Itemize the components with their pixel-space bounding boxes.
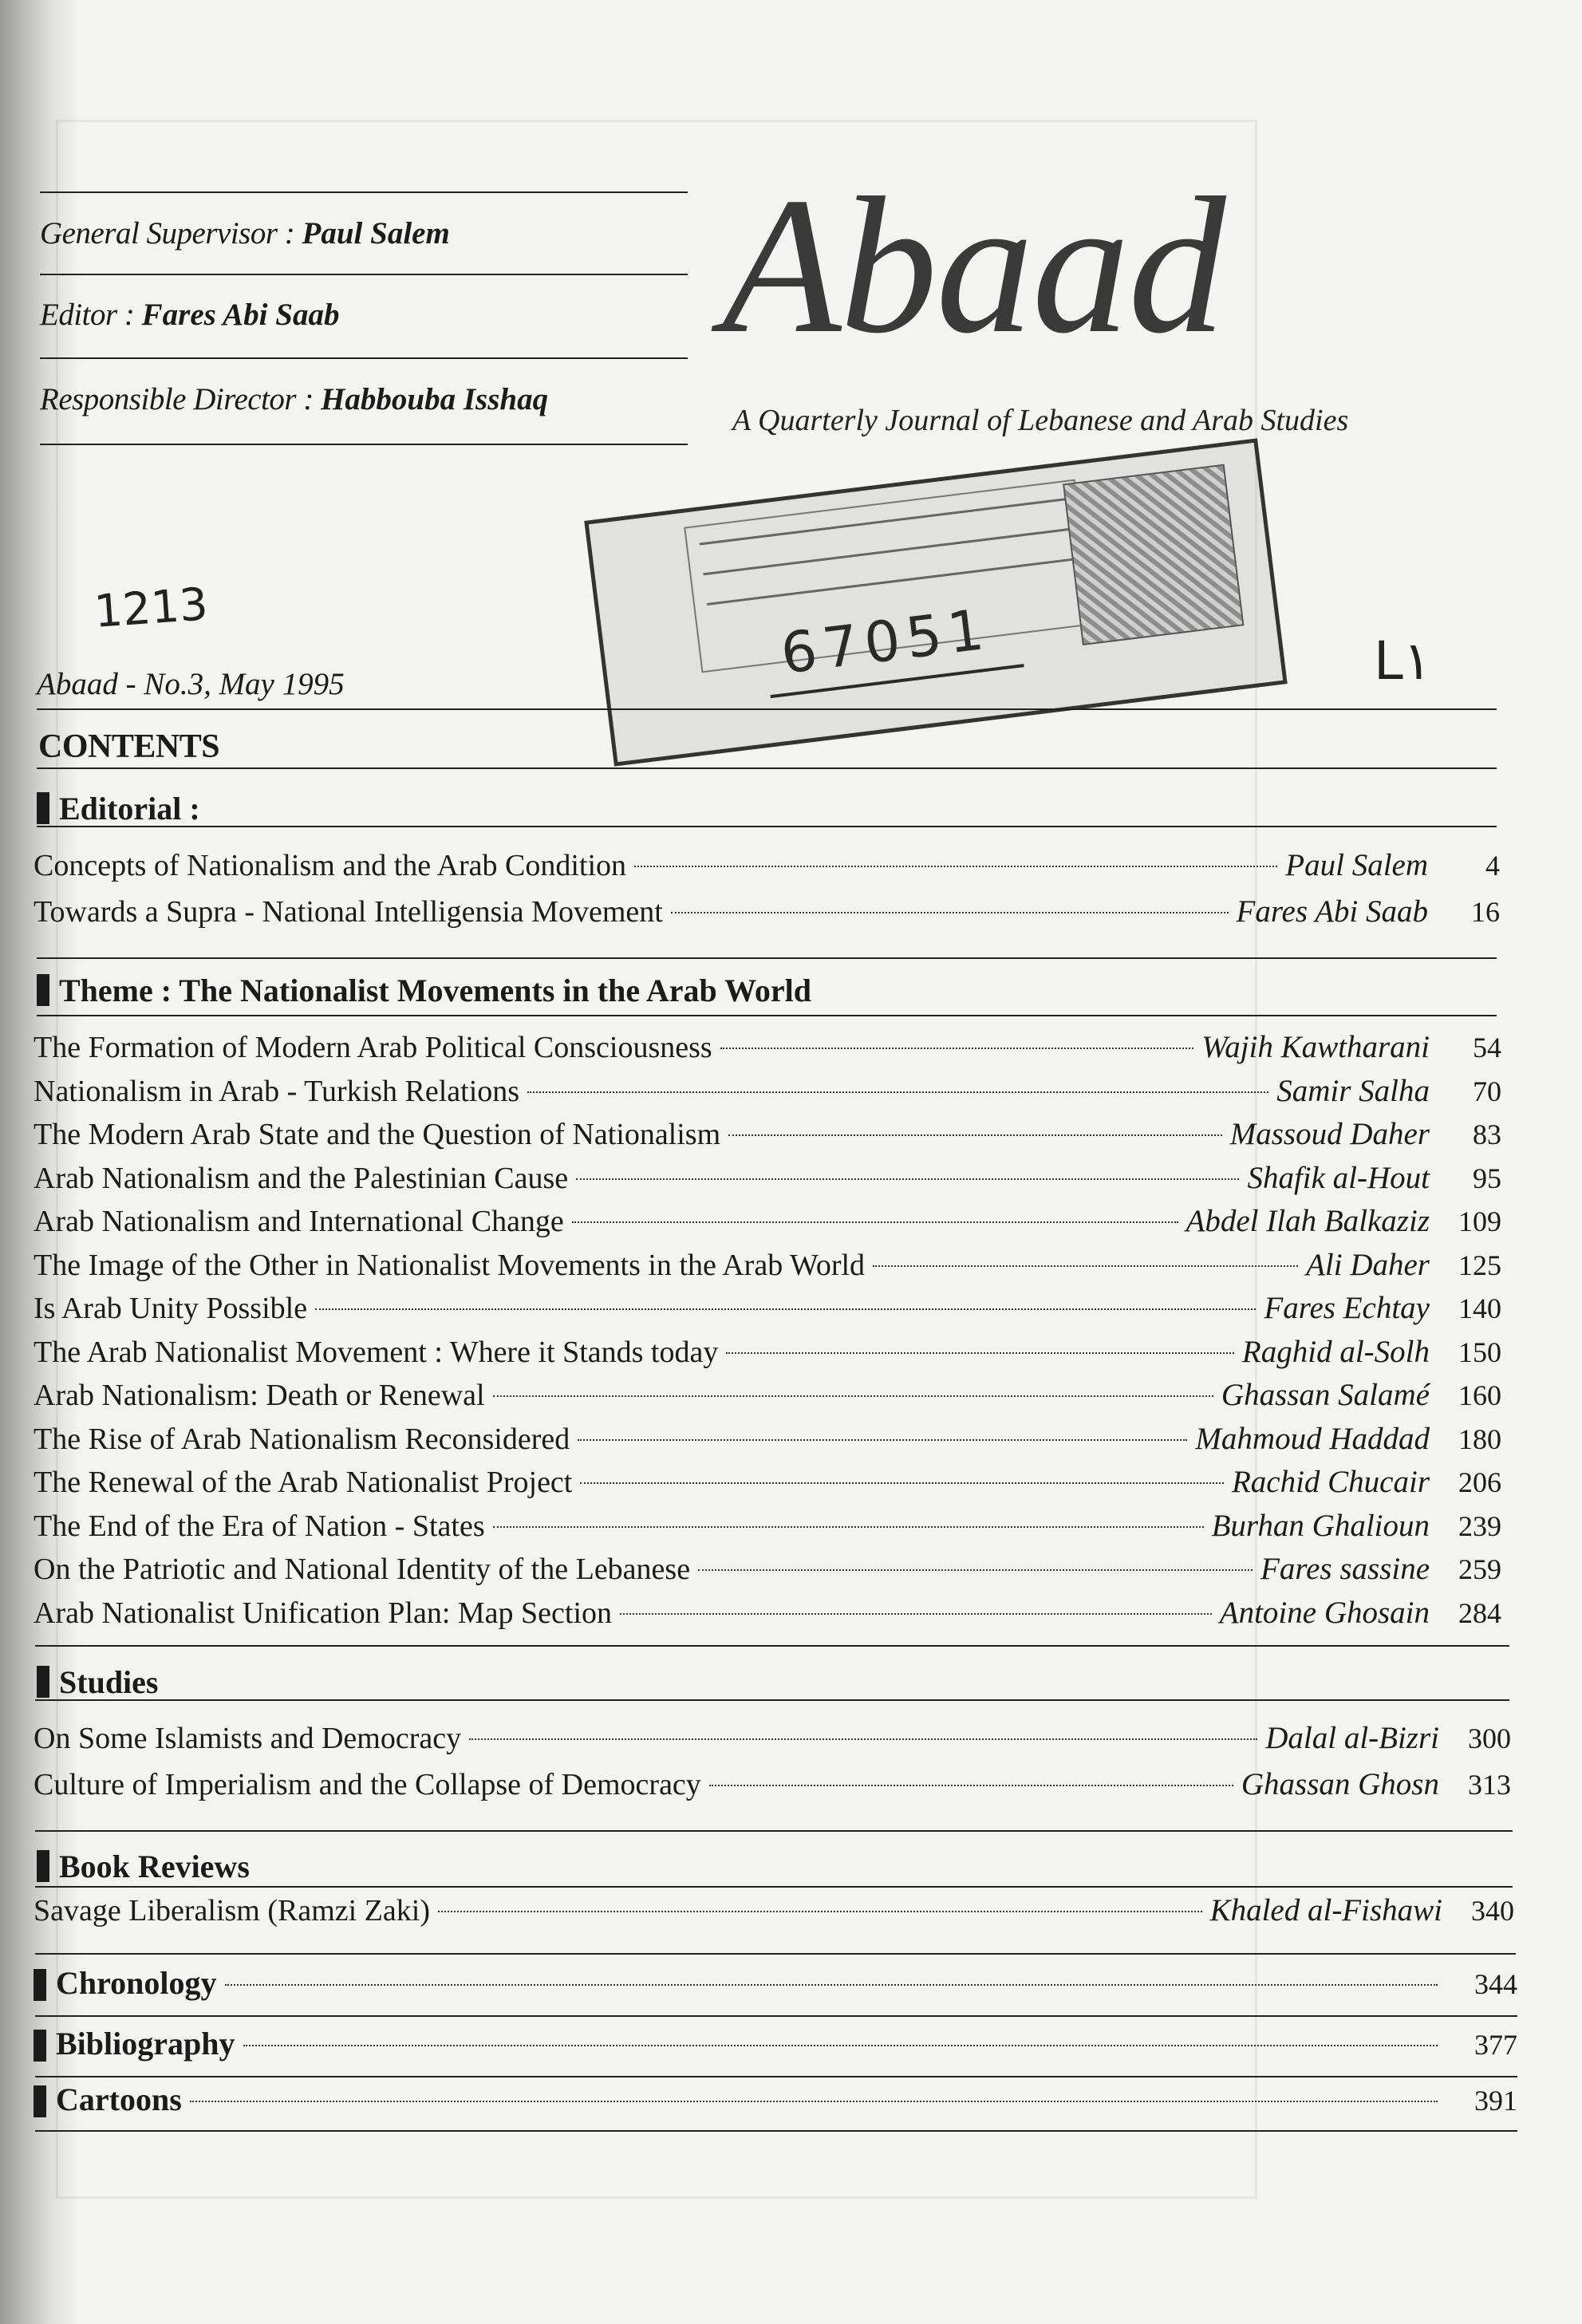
section-marker-icon bbox=[34, 1969, 46, 2001]
toc-page: 284 bbox=[1458, 1597, 1501, 1629]
staff-role: General Supervisor : bbox=[40, 216, 302, 251]
toc-page: 160 bbox=[1458, 1379, 1501, 1411]
toc-title: The Image of the Other in Nationalist Movements in the Arab World bbox=[34, 1249, 866, 1282]
section-rule bbox=[35, 1886, 1513, 1888]
toc-title: Arab Nationalism: Death or Renewal bbox=[34, 1379, 485, 1412]
section-marker-icon bbox=[37, 1666, 49, 1698]
toc-row bbox=[34, 1290, 1501, 1332]
section-rule bbox=[35, 1699, 1509, 1701]
toc-author: Fares Echtay bbox=[1264, 1291, 1430, 1325]
toc-row bbox=[34, 1334, 1501, 1375]
dot-leader bbox=[243, 2045, 1438, 2046]
toc-title: The Formation of Modern Arab Political Consciousness bbox=[34, 1031, 712, 1064]
toc-author: Paul Salem bbox=[1285, 848, 1428, 882]
contents-heading: CONTENTS bbox=[38, 728, 220, 765]
section-rule bbox=[37, 1015, 1497, 1016]
toc-row bbox=[34, 1766, 1511, 1808]
dot-leader bbox=[726, 1352, 1234, 1354]
handwritten-note-right: L١ bbox=[1374, 630, 1432, 692]
section-marker-icon bbox=[37, 1850, 49, 1882]
dot-leader bbox=[671, 912, 1229, 913]
dot-leader bbox=[728, 1134, 1222, 1136]
toc-title: Savage Liberalism (Ramzi Zaki) bbox=[34, 1894, 430, 1927]
section-rule bbox=[37, 826, 1497, 827]
staff-editor bbox=[40, 297, 688, 333]
section-title: Theme : The Nationalist Movements in the Arab World bbox=[59, 973, 811, 1008]
dot-leader bbox=[620, 1613, 1212, 1615]
toc-page: 239 bbox=[1458, 1510, 1501, 1542]
section-rule bbox=[37, 957, 1497, 959]
contents-rule bbox=[37, 767, 1497, 769]
section-studies bbox=[37, 1663, 159, 1701]
section-book-reviews bbox=[37, 1848, 250, 1885]
staff-name: Habbouba Isshaq bbox=[321, 382, 549, 416]
toc-page: 300 bbox=[1468, 1722, 1511, 1754]
dot-leader bbox=[469, 1738, 1257, 1740]
toc-author: Fares sassine bbox=[1260, 1552, 1430, 1586]
toc-row bbox=[34, 1892, 1514, 1934]
toc-author: Rachid Chucair bbox=[1231, 1465, 1430, 1499]
toc-page: 83 bbox=[1473, 1119, 1501, 1150]
toc-author: Mahmoud Haddad bbox=[1195, 1422, 1430, 1456]
toc-title: Cartoons bbox=[56, 2081, 182, 2117]
toc-row-chronology bbox=[34, 1964, 1517, 2006]
section-rule bbox=[35, 2076, 1517, 2077]
toc-author: Ghassan Salamé bbox=[1221, 1378, 1430, 1412]
toc-title: Chronology bbox=[56, 1965, 217, 2001]
staff-rule bbox=[40, 357, 688, 359]
stamp-emblem-icon bbox=[1063, 464, 1244, 645]
section-editorial bbox=[37, 790, 200, 827]
toc-page: 340 bbox=[1471, 1895, 1514, 1927]
staff-role: Editor : bbox=[40, 298, 142, 332]
toc-title: Arab Nationalist Unification Plan: Map Section bbox=[34, 1596, 613, 1630]
dot-leader bbox=[190, 2101, 1438, 2102]
handwritten-note-left: 1213 bbox=[92, 578, 210, 638]
section-title: Book Reviews bbox=[59, 1849, 250, 1884]
toc-page: 70 bbox=[1473, 1075, 1501, 1107]
toc-row bbox=[34, 1203, 1501, 1245]
toc-author: Burhan Ghalioun bbox=[1211, 1509, 1430, 1543]
toc-row-bibliography bbox=[34, 2025, 1517, 2066]
staff-role: Responsible Director : bbox=[40, 382, 322, 416]
toc-row bbox=[34, 1464, 1501, 1505]
toc-title: Towards a Supra - National Intelligensia Movement bbox=[34, 895, 663, 929]
toc-author: Khaled al-Fishawi bbox=[1209, 1893, 1442, 1927]
toc-page: 313 bbox=[1468, 1769, 1511, 1801]
section-marker-icon bbox=[34, 2030, 46, 2062]
toc-title: Culture of Imperialism and the Collapse of Democracy bbox=[34, 1768, 701, 1801]
staff-name: Fares Abi Saab bbox=[141, 298, 340, 332]
staff-rule bbox=[40, 274, 688, 275]
toc-page: 140 bbox=[1458, 1292, 1501, 1324]
staff-supervisor bbox=[40, 215, 688, 251]
toc-page: 54 bbox=[1473, 1032, 1501, 1063]
dot-leader bbox=[580, 1482, 1224, 1484]
stamp-number: 67051 bbox=[777, 596, 994, 687]
toc-row bbox=[34, 1160, 1501, 1201]
toc-author: Wajih Kawtharani bbox=[1201, 1030, 1430, 1064]
toc-page: 377 bbox=[1474, 2029, 1517, 2061]
staff-name: Paul Salem bbox=[302, 216, 450, 251]
section-title: Studies bbox=[59, 1664, 159, 1700]
toc-row bbox=[34, 894, 1500, 935]
toc-author: Abdel Ilah Balkaziz bbox=[1186, 1204, 1430, 1238]
toc-page: 95 bbox=[1473, 1162, 1501, 1194]
section-rule bbox=[35, 1645, 1509, 1647]
toc-title: Is Arab Unity Possible bbox=[34, 1292, 308, 1325]
section-rule bbox=[35, 2015, 1517, 2017]
toc-row bbox=[34, 1595, 1501, 1636]
staff-rule bbox=[40, 444, 688, 445]
dot-leader bbox=[315, 1308, 1256, 1310]
toc-page: 4 bbox=[1485, 850, 1500, 882]
dot-leader bbox=[578, 1439, 1187, 1441]
issue-line: Abaad - No.3, May 1995 bbox=[37, 667, 345, 701]
dot-leader bbox=[572, 1221, 1178, 1223]
toc-page: 391 bbox=[1474, 2085, 1517, 2117]
toc-row bbox=[34, 1720, 1511, 1762]
toc-author: Dalal al-Bizri bbox=[1265, 1721, 1439, 1755]
dot-leader bbox=[527, 1091, 1268, 1093]
section-marker-icon bbox=[34, 2085, 46, 2117]
toc-row bbox=[34, 1421, 1501, 1462]
toc-title: Arab Nationalism and the Palestinian Cause bbox=[34, 1162, 569, 1195]
journal-tagline: A Quarterly Journal of Lebanese and Arab Studies bbox=[732, 404, 1349, 437]
toc-page: 259 bbox=[1458, 1553, 1501, 1585]
toc-title: The Arab Nationalist Movement : Where it Stands today bbox=[34, 1336, 719, 1369]
issue-rule bbox=[37, 708, 1497, 710]
toc-author: Raghid al-Solh bbox=[1241, 1335, 1430, 1369]
toc-page: 16 bbox=[1471, 896, 1500, 928]
toc-author: Fares Abi Saab bbox=[1236, 894, 1428, 929]
toc-author: Samir Salha bbox=[1276, 1074, 1430, 1108]
toc-author: Massoud Daher bbox=[1229, 1117, 1430, 1151]
section-title: Editorial : bbox=[59, 791, 200, 827]
toc-title: Concepts of Nationalism and the Arab Condition bbox=[34, 849, 627, 882]
toc-title: The Renewal of the Arab Nationalist Project bbox=[34, 1466, 573, 1499]
dot-leader bbox=[493, 1395, 1213, 1397]
toc-title: On the Patriotic and National Identity of the Lebanese bbox=[34, 1553, 691, 1586]
section-marker-icon bbox=[37, 974, 49, 1006]
toc-page: 206 bbox=[1458, 1466, 1501, 1498]
dot-leader bbox=[438, 1911, 1202, 1912]
toc-row bbox=[34, 1116, 1501, 1158]
section-rule bbox=[35, 1953, 1516, 1955]
toc-title: The End of the Era of Nation - States bbox=[34, 1509, 485, 1543]
toc-row bbox=[34, 1073, 1501, 1115]
journal-masthead: Abaad bbox=[722, 157, 1225, 373]
toc-row bbox=[34, 1247, 1501, 1288]
dot-leader bbox=[720, 1048, 1194, 1049]
toc-title: Bibliography bbox=[56, 2026, 235, 2062]
toc-title: The Rise of Arab Nationalism Reconsidered bbox=[34, 1422, 570, 1456]
staff-rule bbox=[40, 191, 688, 193]
dot-leader bbox=[493, 1526, 1204, 1528]
toc-author: Shafik al-Hout bbox=[1247, 1161, 1430, 1195]
toc-row bbox=[34, 1551, 1501, 1592]
dot-leader bbox=[873, 1265, 1298, 1267]
dot-leader bbox=[634, 866, 1277, 867]
toc-page: 109 bbox=[1458, 1205, 1501, 1237]
toc-row bbox=[34, 1029, 1501, 1071]
staff-director bbox=[40, 381, 688, 417]
dot-leader bbox=[709, 1785, 1233, 1786]
toc-row-cartoons bbox=[34, 2081, 1517, 2122]
toc-page: 344 bbox=[1474, 1968, 1517, 2000]
toc-title: On Some Islamists and Democracy bbox=[34, 1722, 462, 1755]
toc-row bbox=[34, 1377, 1501, 1418]
dot-leader bbox=[576, 1178, 1239, 1180]
toc-page: 150 bbox=[1458, 1336, 1501, 1368]
toc-title: The Modern Arab State and the Question of Nationalism bbox=[34, 1118, 721, 1151]
toc-row bbox=[34, 1508, 1501, 1549]
toc-author: Ali Daher bbox=[1306, 1248, 1430, 1282]
dot-leader bbox=[698, 1569, 1253, 1571]
dot-leader bbox=[225, 1984, 1438, 1986]
toc-title: Arab Nationalism and International Change bbox=[34, 1205, 564, 1238]
section-marker-icon bbox=[37, 792, 49, 824]
toc-author: Antoine Ghosain bbox=[1219, 1596, 1430, 1630]
toc-page: 180 bbox=[1458, 1423, 1501, 1455]
toc-page: 125 bbox=[1458, 1249, 1501, 1281]
toc-author: Ghassan Ghosn bbox=[1241, 1767, 1439, 1801]
section-rule bbox=[35, 1830, 1513, 1832]
toc-title: Nationalism in Arab - Turkish Relations bbox=[34, 1075, 520, 1108]
section-theme bbox=[37, 972, 811, 1009]
toc-row bbox=[34, 847, 1500, 889]
section-rule bbox=[35, 2130, 1517, 2132]
